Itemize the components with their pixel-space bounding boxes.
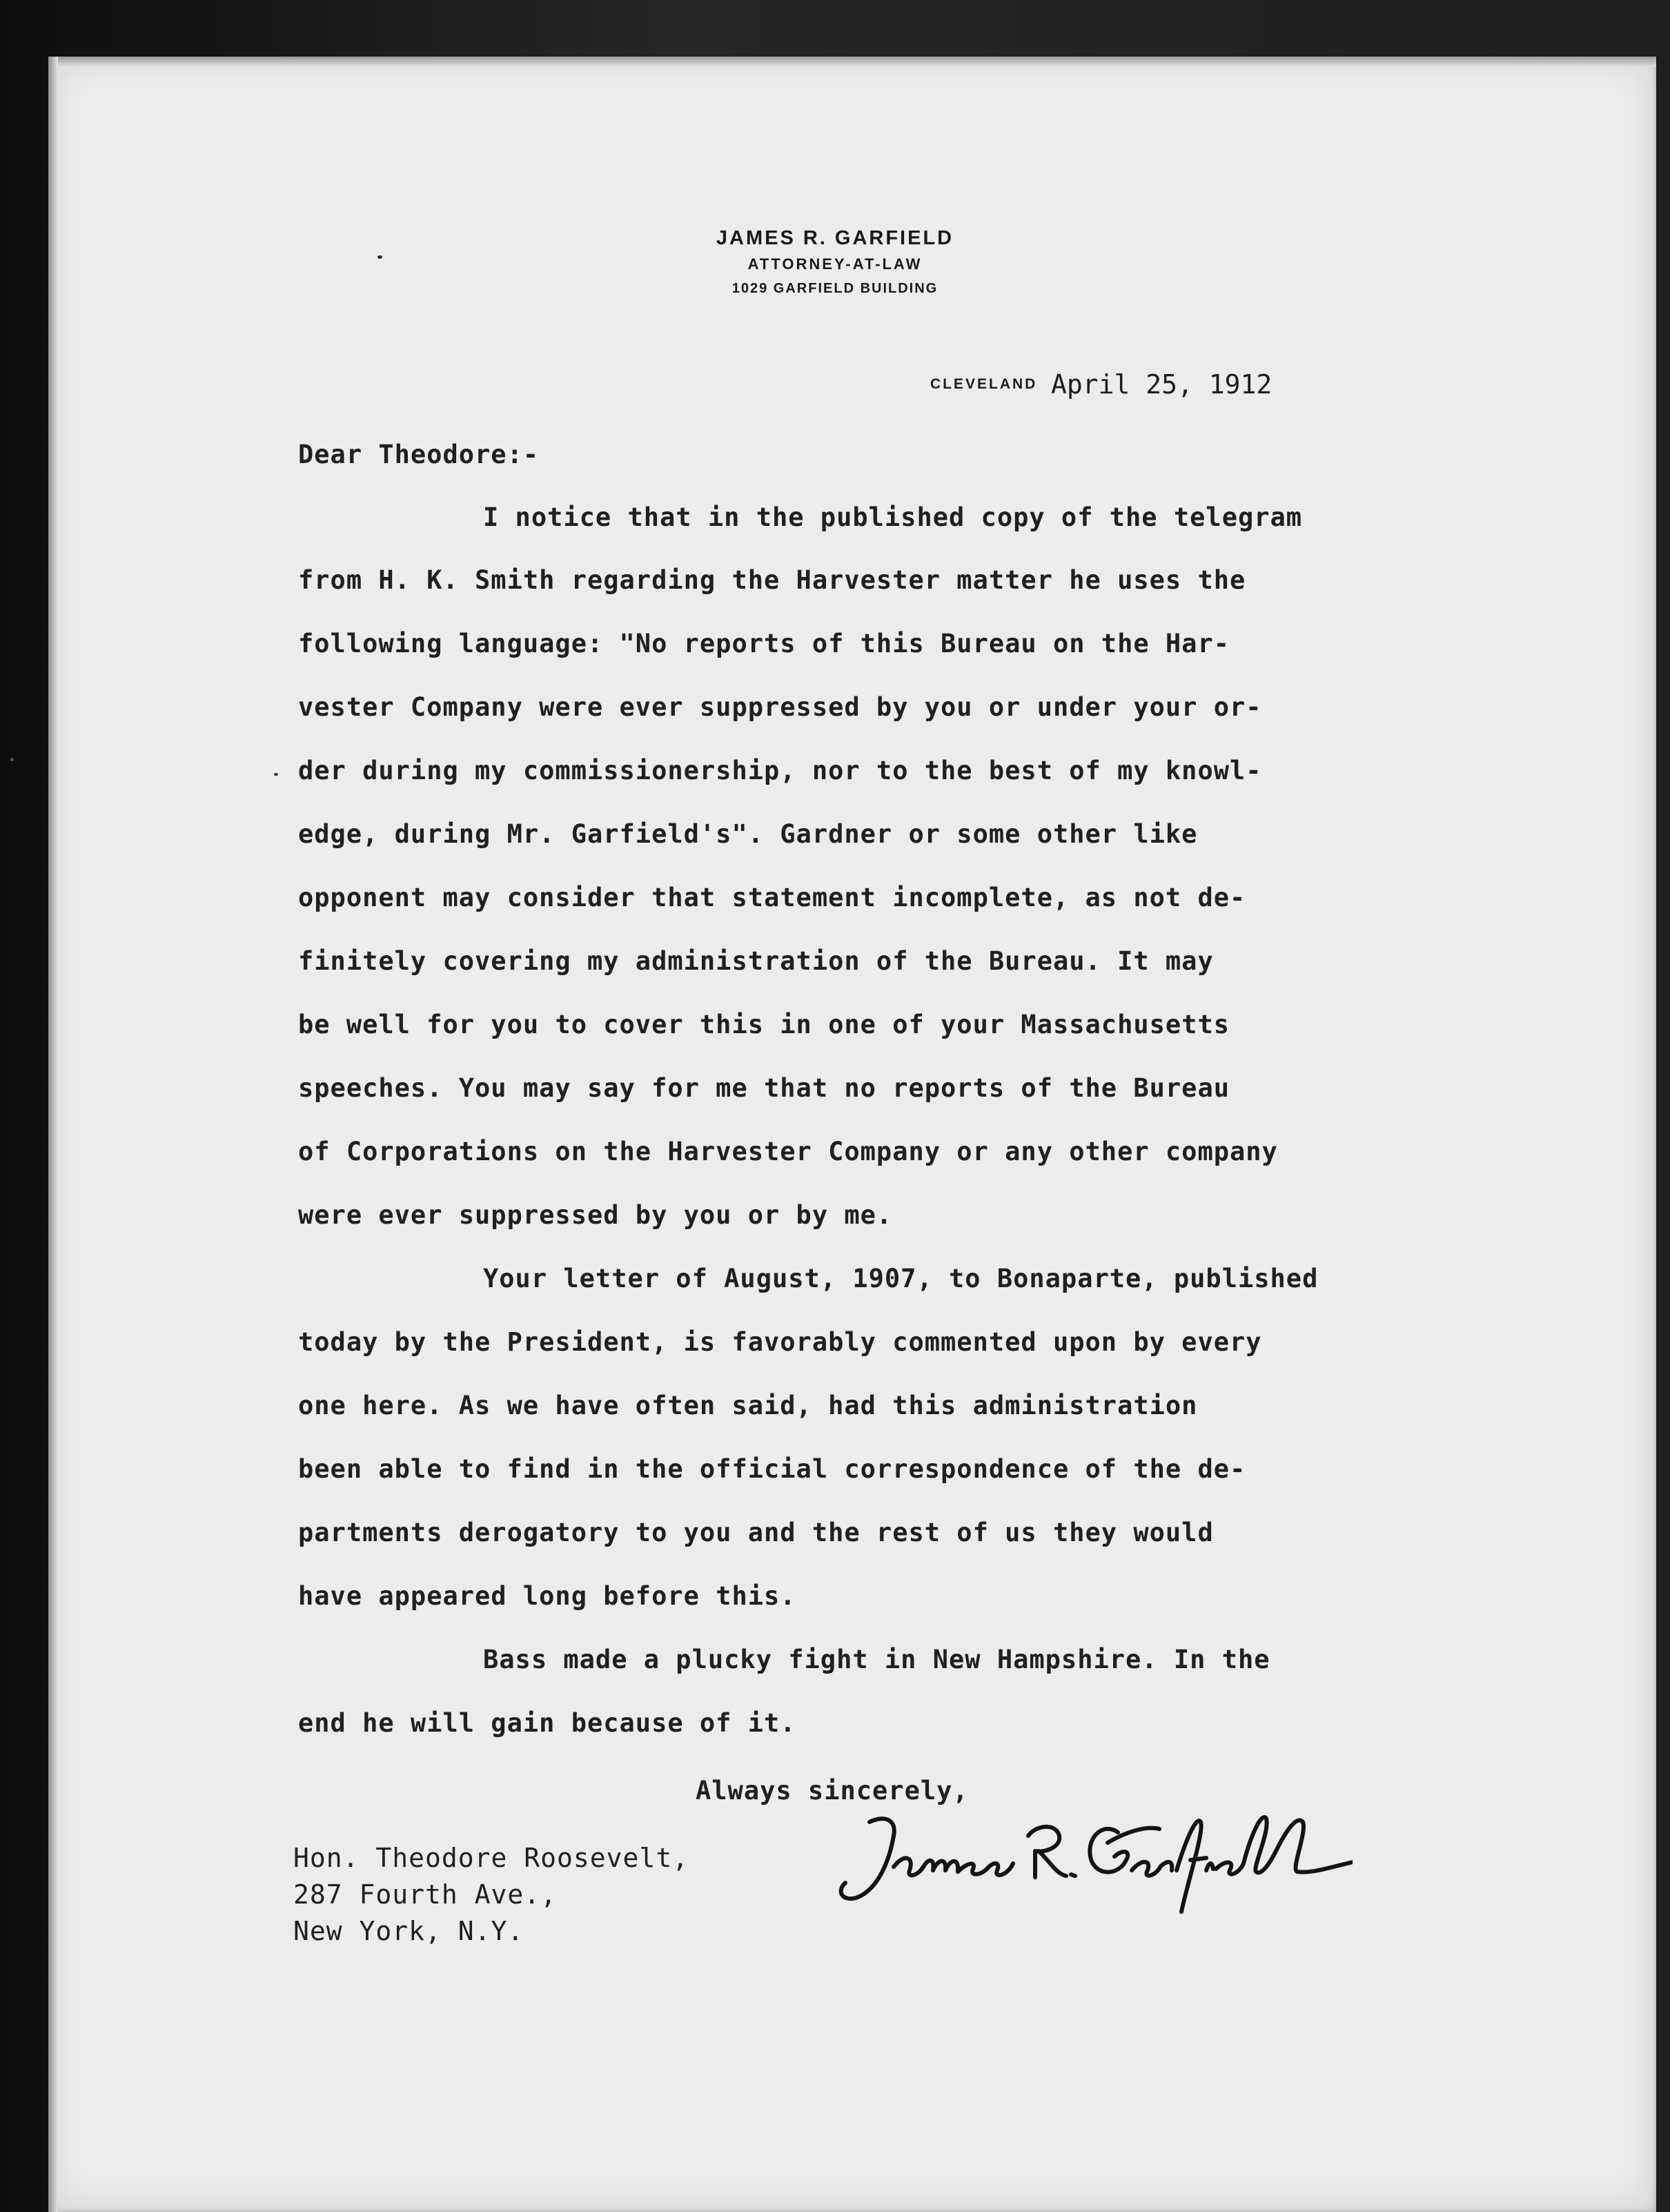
letterhead-name: JAMES R. GARFIELD [716,227,954,249]
body-line: finitely covering my administration of the Bureau. It may [298,946,1214,976]
recipient-street: 287 Fourth Ave., [293,1879,558,1910]
body-line: Your letter of August, 1907, to Bonaparte, published [483,1264,1319,1293]
body-line: from H. K. Smith regarding the Harvester matter he uses the [298,565,1246,595]
date-line [930,369,1272,400]
body-line: Bass made a plucky fight in New Hampshire. In the [483,1645,1270,1674]
letterhead-title: ATTORNEY-AT-LAW [747,255,923,273]
body-line: speeches. You may say for me that no reports of the Bureau [298,1073,1230,1103]
body-line: were ever suppressed by you or by me. [298,1200,893,1230]
page-top-edge [48,57,1656,66]
body-line: today by the President, is favorably commented upon by every [298,1327,1262,1357]
body-line: been able to find in the official correspondence of the de- [298,1454,1246,1484]
city-name: CLEVELAND [930,376,1038,392]
body-line: partments derogatory to you and the rest of us they would [298,1518,1214,1547]
page-left-edge [48,57,58,2212]
body-line: following language: "No reports of this Bureau on the Har- [298,629,1230,658]
letterhead-address: 1029 GARFIELD BUILDING [731,281,939,296]
body-line: be well for you to cover this in one of your Massachusetts [298,1010,1230,1039]
body-line: end he will gain because of it. [298,1708,796,1738]
body-line: opponent may consider that statement incomplete, as not de- [298,883,1246,912]
body-line: vester Company were ever suppressed by you or under your or- [298,692,1262,722]
body-line: have appeared long before this. [298,1581,796,1611]
scan-speck [274,773,278,776]
body-line: I notice that in the published copy of the telegram [483,502,1303,532]
recipient-city: New York, N.Y. [293,1916,524,1946]
scan-speck [377,255,382,259]
scan-speck [10,758,14,761]
body-line: one here. As we have often said, had this administration [298,1391,1198,1420]
closing: Always sincerely, [696,1776,969,1805]
body-line: of Corporations on the Harvester Company or any other company [298,1137,1278,1166]
letterhead [642,224,1028,300]
handwritten-signature [828,1794,1353,1919]
recipient-name: Hon. Theodore Roosevelt, [293,1843,689,1873]
salutation: Dear Theodore:- [298,440,540,469]
letter-date: April 25, 1912 [1050,369,1273,400]
body-line: der during my commissionership, nor to the best of my knowl- [298,756,1262,785]
body-line: edge, during Mr. Garfield's". Gardner or some other like [298,819,1198,849]
